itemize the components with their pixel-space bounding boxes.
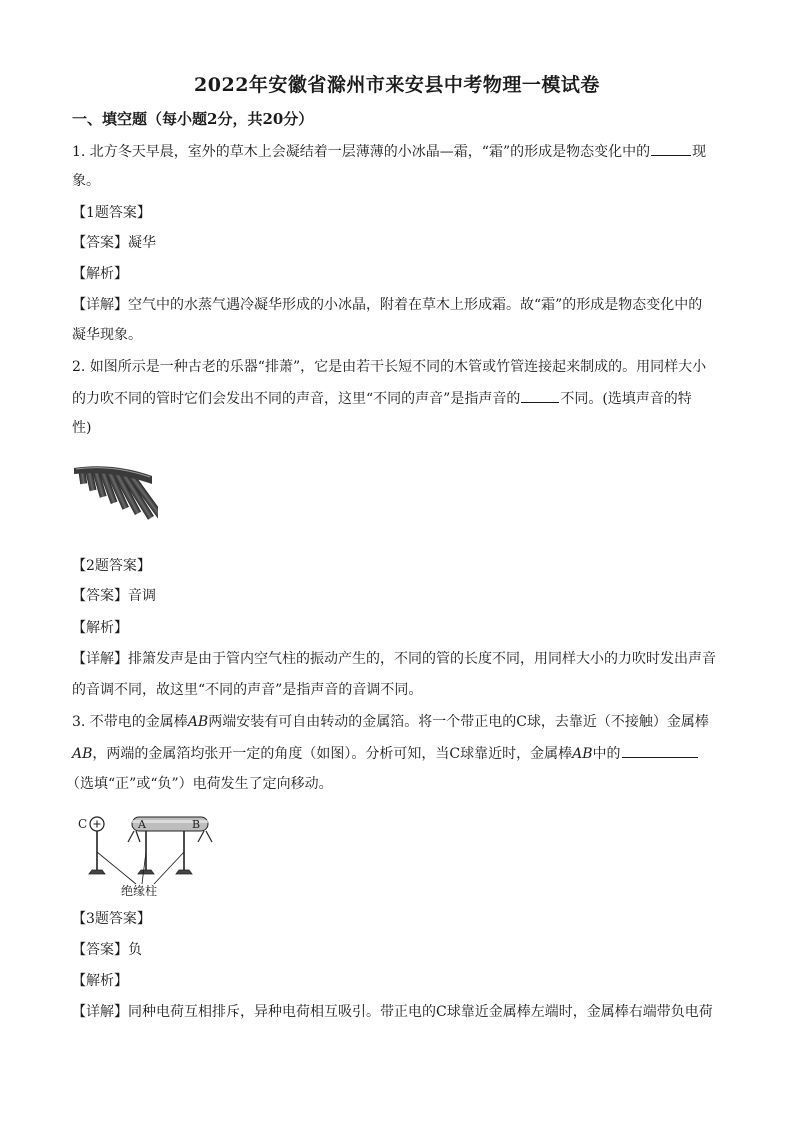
metal-rod-figure [74, 812, 214, 896]
q3-stem-line1: 3. 不带电的金属棒AB两端安装有可自由转动的金属箔。将一个带正电的C球，去靠近（不接触）金属棒 [72, 714, 709, 730]
q1-stem-line2: 象。 [72, 173, 100, 189]
q2-answer-header: 【2题答案】 [72, 558, 151, 574]
label-a: A [138, 818, 146, 831]
q3-blank [622, 743, 698, 758]
figure-caption: 绝缘柱 [121, 884, 158, 896]
q3-stem-line2: AB，两端的金属箔均张开一定的角度（如图）。分析可知，当C球靠近时，金属棒AB中的 [72, 743, 699, 764]
q3-detail-line1: 【详解】同种电荷互相排斥，异种电荷相互吸引。带正电的C球靠近金属棒左端时，金属棒右端带负电荷 [72, 1004, 713, 1020]
q2-stem-line2: 的力吹不同的管时它们会发出不同的声音，这里“不同的声音”是指声音的 不同。(选填声音的特 [72, 388, 692, 409]
foil-left-2 [136, 831, 140, 842]
q1-stem-line1: 1. 北方冬天早晨，室外的草木上会凝结着一层薄薄的小冰晶—霜，“霜”的形成是物态变化中的 现 [72, 141, 706, 162]
q3-analysis: 【解析】 [72, 973, 128, 989]
q2-answer: 【答案】音调 [72, 588, 156, 604]
q1-answer: 【答案】凝华 [72, 235, 156, 251]
q1-blank [651, 141, 691, 156]
q1-answer-header: 【1题答案】 [72, 205, 151, 221]
q3-stem-line3: （选填“正”或“负”）电荷发生了定向移动。 [66, 776, 333, 792]
q2-stem-line3: 性) [72, 420, 92, 436]
q3-answer: 【答案】负 [72, 942, 142, 958]
document-title: 2022年安徽省滁州市来安县中考物理一模试卷 [194, 74, 600, 96]
q1-analysis: 【解析】 [72, 266, 128, 282]
q2-detail-line2: 的音调不同，故这里“不同的声音”是指声音的音调不同。 [72, 682, 423, 698]
q1-detail-line1: 【详解】空气中的水蒸气遇冷凝华形成的小冰晶，附着在草木上形成霜。故“霜”的形成是物态变化中的 [72, 297, 703, 313]
foil-left-1 [128, 831, 134, 842]
panpipe-figure [72, 460, 158, 536]
q2-blank [521, 388, 559, 403]
section-heading: 一、填空题（每小题2分，共20分） [72, 110, 314, 128]
label-c: C [78, 817, 88, 831]
q2-detail-line1: 【详解】排箫发声是由于管内空气柱的振动产生的，不同的管的长度不同，用同样大小的力吹时发出声音 [72, 651, 716, 667]
q2-analysis: 【解析】 [72, 620, 128, 636]
foil-right-1 [198, 831, 204, 842]
foil-right-2 [206, 831, 212, 842]
q2-stem-line1: 2. 如图所示是一种古老的乐器“排萧”，它是由若干长短不同的木管或竹管连接起来制成的。用同样大小 [72, 359, 707, 375]
q3-answer-header: 【3题答案】 [72, 911, 151, 927]
q1-detail-line2: 凝华现象。 [72, 327, 142, 343]
label-b: B [192, 818, 201, 831]
